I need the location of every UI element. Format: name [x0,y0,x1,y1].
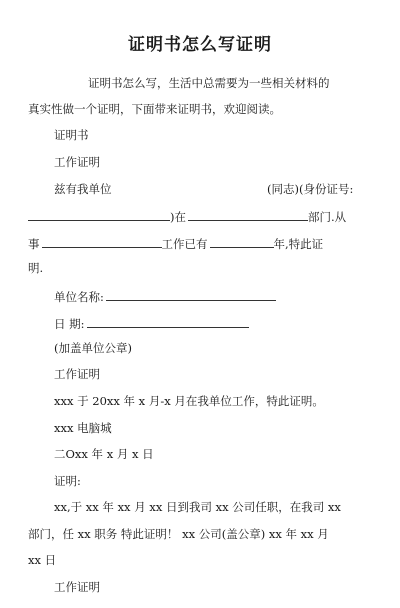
work-certificate-heading: 工作证明 [54,155,100,169]
work-certificate-heading-3: 工作证明 [54,580,100,594]
intro-line-1: 证明书怎么写，生活中总需要为一些相关材料的 [88,76,330,90]
certificate-date: 二Oxx 年 x 月 x 日 [54,447,154,461]
form-row-2 [28,208,400,224]
work-certificate-heading-2: 工作证明 [54,367,100,381]
form-row-3-start: 事 [28,237,40,251]
form-row-1 [54,182,400,196]
form-row-1-start: 兹有我单位 [54,182,112,196]
certificate-heading: 证明书 [54,128,89,142]
date-row [54,315,400,331]
date-label: 日 期: [54,317,85,331]
form-row-1-end: (同志)(身份证号: [267,182,354,196]
unit-name-label: 单位名称: [54,290,104,304]
form-row-2-end: 部门.从 [308,210,347,224]
proof-label: 证明: [54,474,81,488]
seal-note: (加盖单位公章) [54,341,132,355]
years-blank [210,235,274,248]
unit-name-row [54,288,400,304]
proof-line-1: xx,于 xx 年 xx 月 xx 日到我司 xx 公司任职，在我司 xx [54,500,341,514]
form-row-2-mid: )在 [170,210,186,224]
id-number-blank [28,208,170,221]
unit-name-blank [106,288,276,301]
proof-line-3: xx 日 [28,553,57,567]
intro-line-2: 真实性做一个证明，下面带来证明书，欢迎阅读。 [28,102,281,116]
job-blank [42,235,162,248]
form-row-3 [28,235,400,251]
form-row-4: 明. [28,261,44,275]
form-row-3-mid: 工作已有 [161,237,208,251]
proof-line-2: 部门，任 xx 职务 特此证明！ xx 公司(盖公章) xx 年 xx 月 [28,527,329,541]
form-row-3-end: 年,特此证 [273,237,324,251]
document-title: 证明书怎么写证明 [128,35,272,55]
department-blank [188,208,308,221]
date-blank [87,315,249,328]
company-name: xxx 电脑城 [54,421,112,435]
work-certificate-body: xxx 于 20xx 年 x 月-x 月在我单位工作，特此证明。 [54,394,324,408]
